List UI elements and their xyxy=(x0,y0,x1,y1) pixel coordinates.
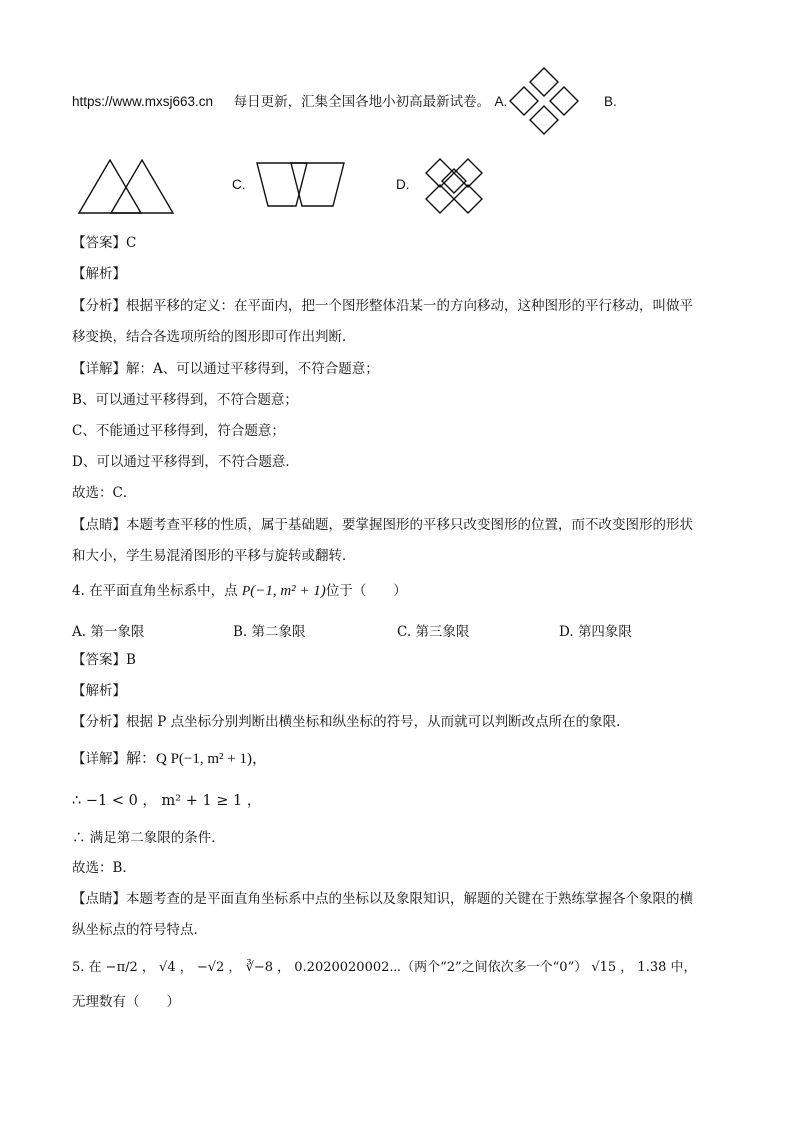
q3-dianjing-line2: 和大小，学生易混淆图形的平移与旋转或翻转． xyxy=(72,548,356,564)
dianjing-text: 本题考查的是平面直角坐标系中点的坐标以及象限知识，解题的关键在于熟练掌握各个象限的横 xyxy=(126,891,693,907)
q3-dianjing-line1 xyxy=(72,515,693,535)
choice-text: 第三象限 xyxy=(415,624,470,640)
q4-xiangjie xyxy=(72,749,267,769)
q4-choice-c[interactable] xyxy=(397,620,469,640)
q4-choose: 故选：B． xyxy=(72,860,136,876)
q4-dianjing-line2: 纵坐标点的符号特点． xyxy=(72,922,207,938)
header-slogan: 每日更新，汇集全国各地小初高最新试卷。 xyxy=(233,94,491,110)
q3-choose: 故选：C． xyxy=(72,485,137,501)
fenxi-text: 根据 P 点坐标分别判断出横坐标和纵坐标的符号，从而就可以判断改点所在的象限． xyxy=(126,714,630,730)
figure-option-b xyxy=(78,157,174,215)
figure-option-d xyxy=(420,157,492,215)
choice-text: 第四象限 xyxy=(577,624,632,640)
q4-coord: (−1, m² + 1) xyxy=(250,583,326,599)
q4-choice-b[interactable] xyxy=(233,620,306,640)
fenxi-tag: 【分析】 xyxy=(72,714,126,730)
option-c-label: C. xyxy=(232,177,246,192)
dianjing-tag: 【点睛】 xyxy=(72,517,126,533)
header-line xyxy=(72,92,507,112)
dianjing-text: 本题考查平移的性质，属于基础题，要掌握图形的平移只改变图形的位置，而不改变图形的形状 xyxy=(126,517,693,533)
q3-line-b: B、可以通过平移得到，不符合题意； xyxy=(72,392,298,408)
q4-stem xyxy=(72,581,407,601)
answer-value: C xyxy=(126,235,137,251)
answer-tag: 【答案】 xyxy=(72,235,126,251)
q4-choice-d[interactable] xyxy=(559,620,632,640)
q3-fenxi-line2: 移变换，结合各选项所给的图形即可作出判断． xyxy=(72,329,356,345)
q4-point: P xyxy=(241,583,251,598)
analysis-tag: 【解析】 xyxy=(72,683,126,699)
dianjing-tag: 【点睛】 xyxy=(72,891,126,907)
choice-label: B. xyxy=(233,624,248,640)
answer-tag: 【答案】 xyxy=(72,652,126,668)
q3-answer xyxy=(72,233,136,253)
q3-analysis-tag xyxy=(72,264,126,284)
q5-number: 5. xyxy=(72,960,85,975)
analysis-tag: 【解析】 xyxy=(72,266,126,282)
q4-choice-a[interactable] xyxy=(72,620,144,640)
q5-line1 xyxy=(72,958,697,978)
q4-stem-end: 位于（ ） xyxy=(325,583,407,599)
q3-line-c: C、不能通过平移得到，符合题意； xyxy=(72,423,285,439)
figure-option-a xyxy=(508,66,580,138)
choice-label: D. xyxy=(559,624,574,640)
answer-value: B xyxy=(126,652,136,668)
q4-step2: ∴ 满足第二象限的条件． xyxy=(72,830,225,846)
header-url[interactable]: https://www.mxsj663.cn xyxy=(72,94,214,109)
fenxi-tag: 【分析】 xyxy=(72,298,126,314)
option-a-label: A. xyxy=(494,94,508,109)
q4-stem-text: 在平面直角坐标系中，点 xyxy=(89,583,238,599)
xiangjie-tag: 【详解】 xyxy=(72,361,126,377)
figure-option-c xyxy=(256,162,346,208)
q4-answer xyxy=(72,650,136,670)
choice-text: 第二象限 xyxy=(251,624,306,640)
fenxi-text: 根据平移的定义：在平面内，把一个图形整体沿某一的方向移动，这种图形的平行移动，叫做平 xyxy=(126,298,693,314)
option-b-label: B. xyxy=(604,94,617,109)
choice-text: 第一象限 xyxy=(90,624,145,640)
xiangjie-tag: 【详解】 xyxy=(72,751,126,767)
q4-fenxi xyxy=(72,712,630,732)
q4-step1: ∴ −1 < 0 ， m² + 1 ≥ 1 ， xyxy=(72,793,262,809)
q5-text: 在 −π/2 ， √4 ， −√2 ， ∛−8 ， 0.2020020002⋯（两个“2”之间依次多一个“0”） √15 ， 1.3̇8̇ 中， xyxy=(88,960,697,975)
choice-label: A. xyxy=(72,624,87,640)
xiangjie-text: 解：A、可以通过平移得到，不符合题意； xyxy=(126,361,379,377)
choice-label: C. xyxy=(397,624,412,640)
q3-line-d: D、可以通过平移得到，不符合题意． xyxy=(72,454,299,470)
q5-line2: 无理数有（ ） xyxy=(72,994,180,1010)
q4-analysis-tag xyxy=(72,681,126,701)
option-d-label: D. xyxy=(396,177,410,192)
xiangjie-text: 解：Q P(−1, m² + 1)， xyxy=(126,751,267,767)
q4-number: 4. xyxy=(72,583,85,599)
q3-fenxi-line1 xyxy=(72,296,693,316)
q4-dianjing-line1 xyxy=(72,889,693,909)
q3-xiangjie-line1 xyxy=(72,359,379,379)
